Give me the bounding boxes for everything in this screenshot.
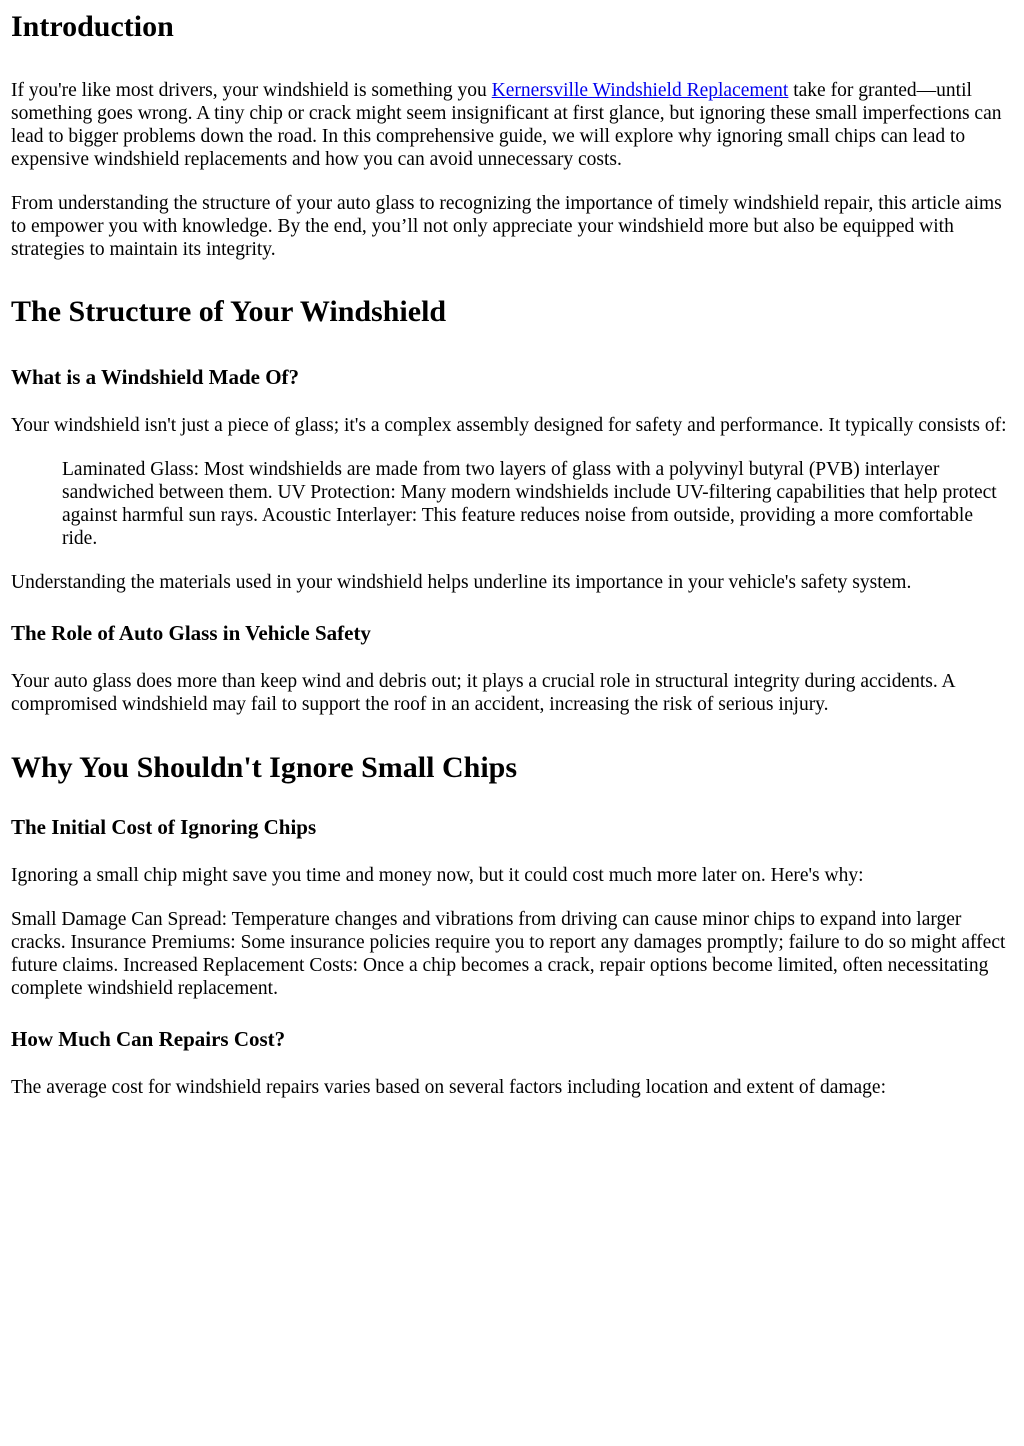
initial-cost-paragraph: Ignoring a small chip might save you time and money now, but it could cost much more later on. Here's why: [11,865,864,886]
intro-text-before-link: If you're like most drivers, your windshield is something you [11,80,492,101]
initial-cost-heading: The Initial Cost of Ignoring Chips [11,815,317,839]
safety-paragraph: Your auto glass does more than keep wind and debris out; it plays a crucial role in structural integrity during accidents. A compromised windshield may fail to support the roof in an accident, increasing the risk of serious injury. [11,671,955,715]
safety-heading: The Role of Auto Glass in Vehicle Safety [11,621,371,645]
intro-text-after-link: take for granted—until something goes wrong. A tiny chip or crack might seem insignificant at first glance, but ignoring these small imperfections can lead to bigger problems down the road. In this comprehensive guide, we will explore why ignoring small chips can lead to expensive windshield replacements and how you can avoid unnecessary costs. [11,80,1002,170]
repair-cost-heading: How Much Can Repairs Cost? [11,1027,286,1051]
repair-cost-paragraph: The average cost for windshield repairs varies based on several factors including location and extent of damage: [11,1077,887,1098]
kernersville-windshield-link[interactable]: Kernersville Windshield Replacement [491,80,789,101]
intro-paragraph-2: From understanding the structure of your auto glass to recognizing the importance of timely windshield repair, this article aims to empower you with knowledge. By the end, you’ll not only appreciate your windshield more but also be equipped with strategies to maintain its integrity. [11,193,1002,260]
chips-heading: Why You Shouldn't Ignore Small Chips [11,751,518,784]
structure-heading: The Structure of Your Windshield [11,295,447,328]
intro-heading: Introduction [11,10,174,43]
made-of-paragraph: Your windshield isn't just a piece of glass; it's a complex assembly designed for safety and performance. It typically consists of: [11,415,1007,436]
made-of-heading: What is a Windshield Made Of? [11,365,300,389]
materials-summary: Understanding the materials used in your windshield helps underline its importance in your vehicle's safety system. [11,572,912,593]
intro-paragraph-1 [11,79,1013,171]
damage-reasons: Small Damage Can Spread: Temperature changes and vibrations from driving can cause minor chips to expand into larger cracks. Insurance Premiums: Some insurance policies require you to report any damages promptly; failure to do so might affect future claims. Increased Replacement Costs: Once a chip becomes a crack, repair options become limited, often necessitating complete windshield replacement. [11,909,1006,999]
materials-list: Laminated Glass: Most windshields are made from two layers of glass with a polyvinyl butyral (PVB) interlayer sandwiched between them. UV Protection: Many modern windshields include UV-filtering capabilities that help protect against harmful sun rays. Acoustic Interlayer: This feature reduces noise from outside, providing a more comfortable ride. [62,459,997,549]
